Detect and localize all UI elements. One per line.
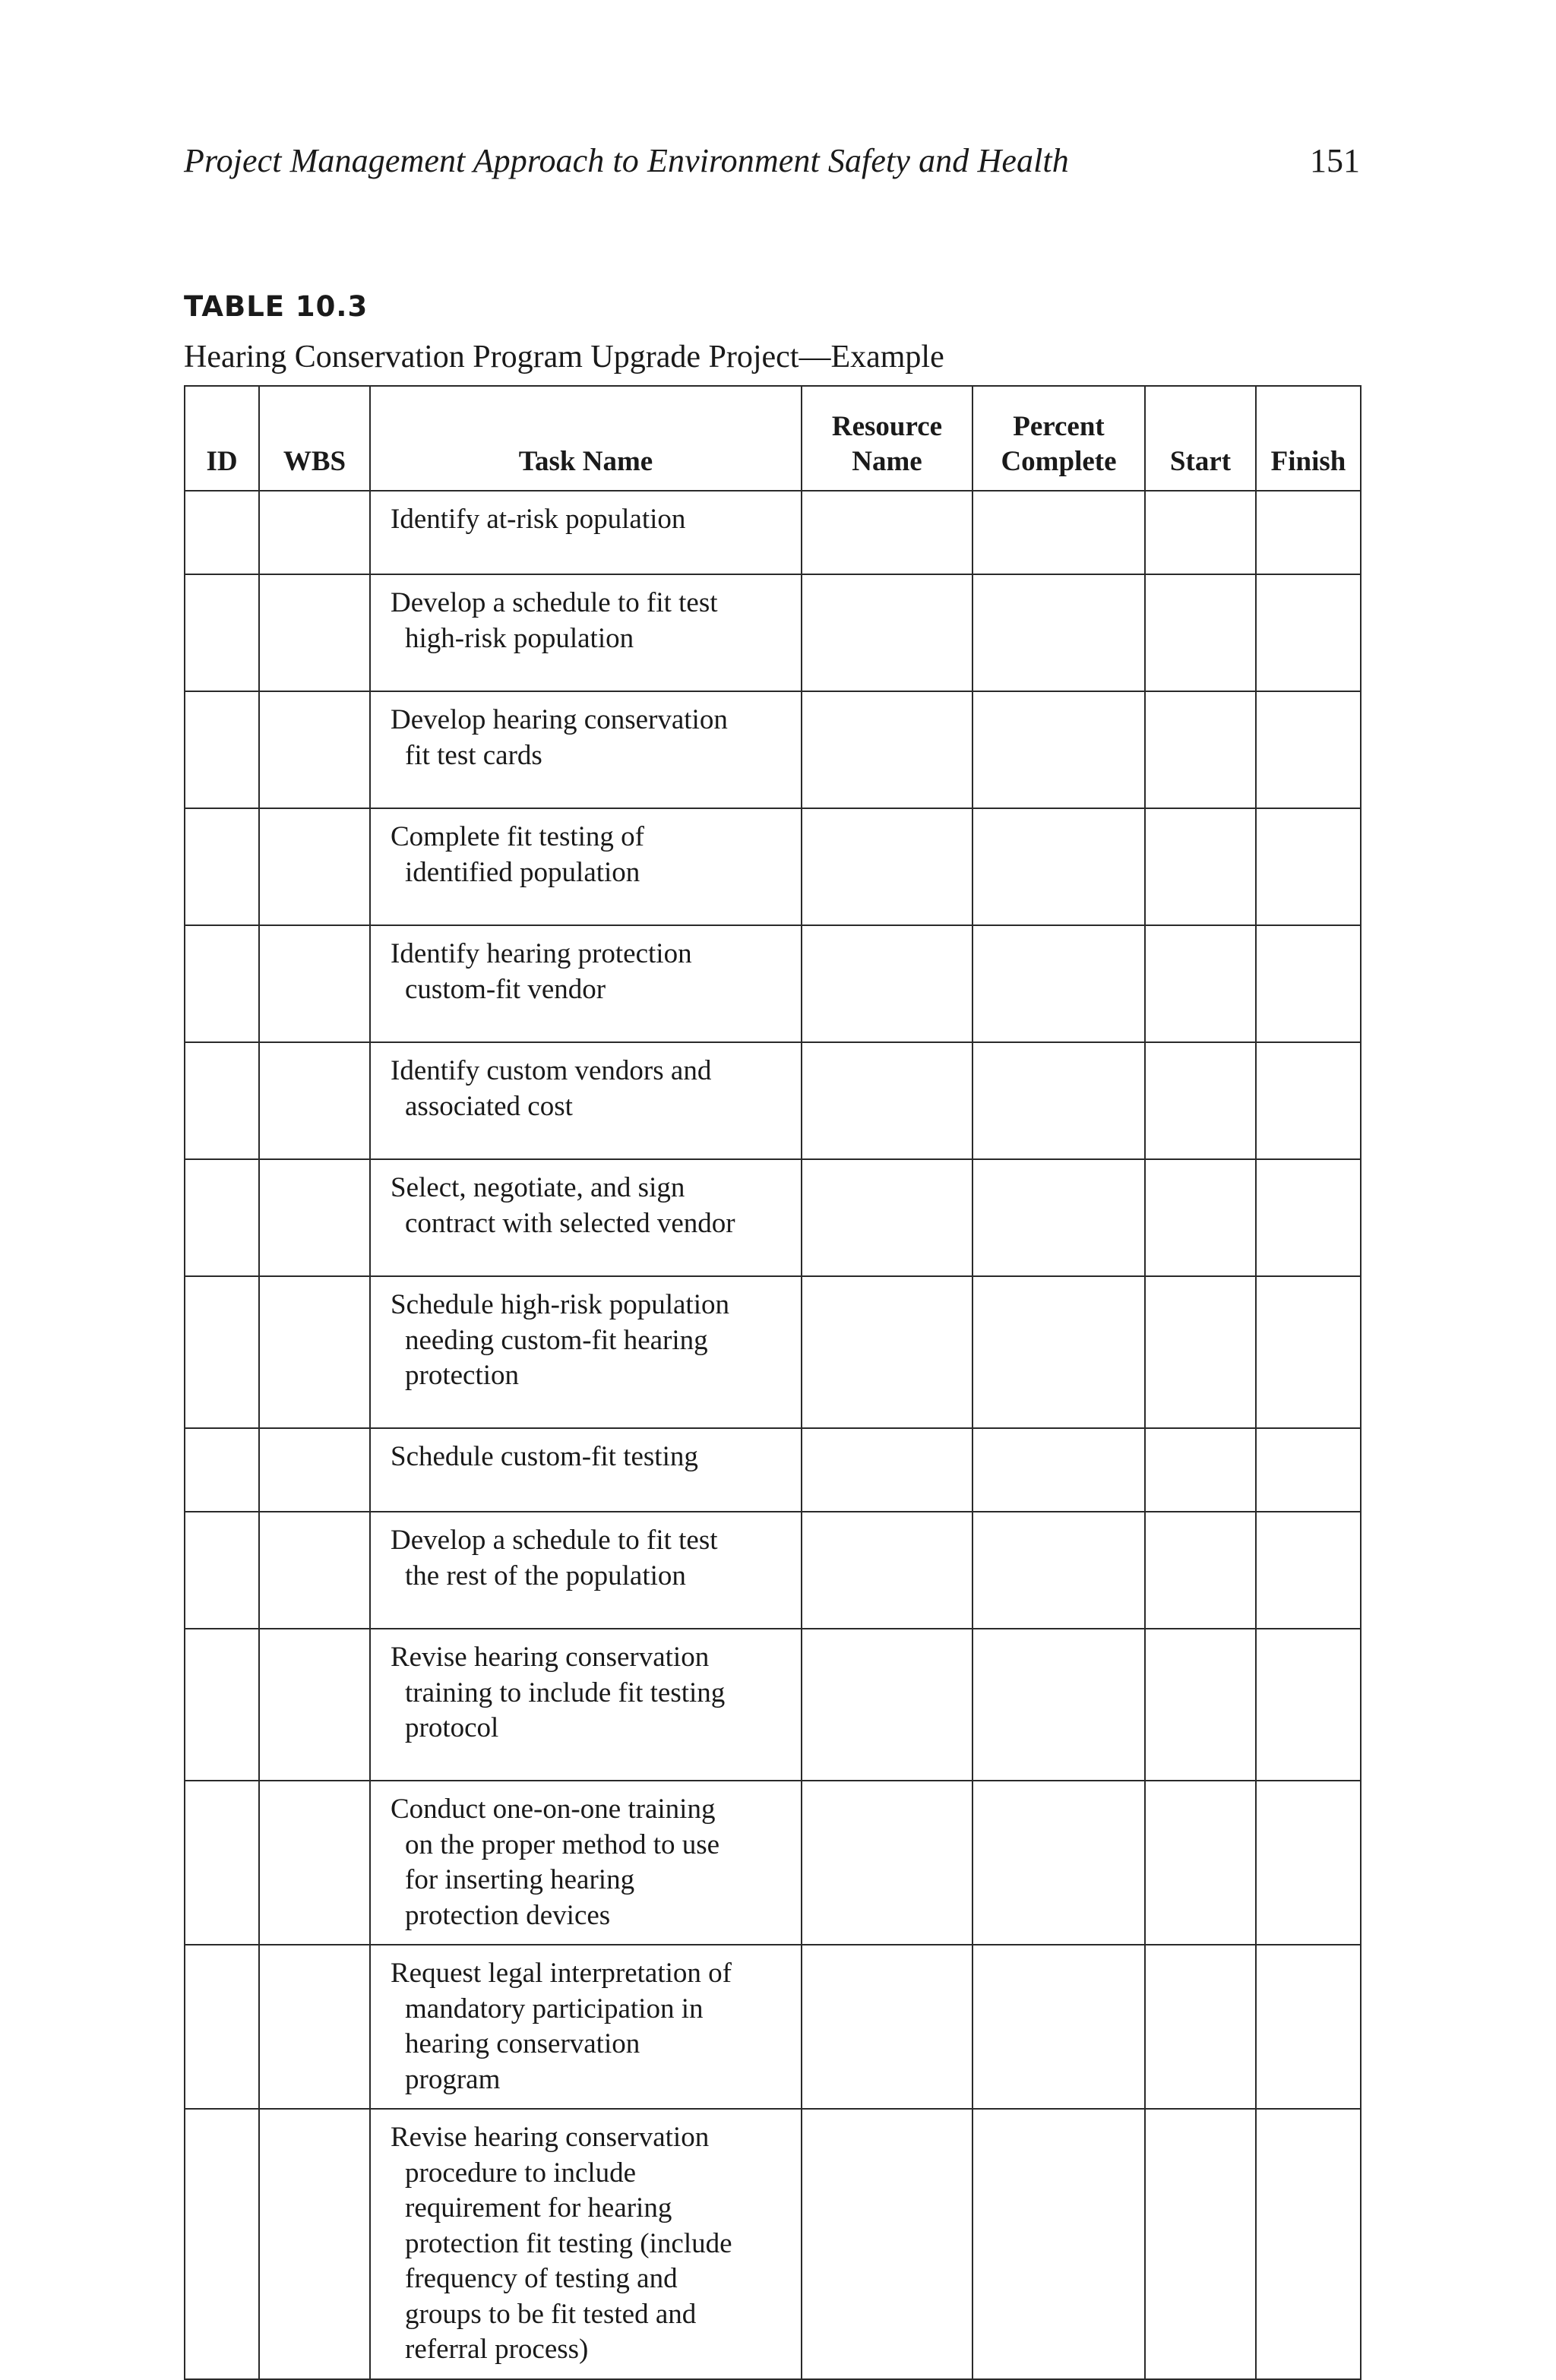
task-name-line: associated cost xyxy=(405,1090,573,1122)
table-row xyxy=(185,1276,1361,1428)
percent-cell xyxy=(972,1512,1145,1629)
finish-cell xyxy=(1256,1042,1361,1159)
id-cell xyxy=(185,1428,259,1512)
percent-cell xyxy=(972,691,1145,808)
header-resource-name xyxy=(802,386,972,491)
id-cell xyxy=(185,1042,259,1159)
start-cell xyxy=(1145,1781,1256,1945)
task-cell xyxy=(370,1945,802,2109)
task-name-line: Schedule custom-fit testing xyxy=(391,1441,698,1472)
task-name-line: hearing conservation xyxy=(405,2028,640,2059)
task-cell xyxy=(370,925,802,1042)
percent-cell xyxy=(972,1629,1145,1781)
id-cell xyxy=(185,1512,259,1629)
percent-cell xyxy=(972,925,1145,1042)
resource-cell xyxy=(802,691,972,808)
resource-cell xyxy=(802,1159,972,1276)
task-cell xyxy=(370,1629,802,1781)
table-row xyxy=(185,1042,1361,1159)
id-cell xyxy=(185,925,259,1042)
task-name-line: training to include fit testing xyxy=(405,1677,726,1708)
task-name-line: protocol xyxy=(405,1712,499,1743)
wbs-cell xyxy=(259,1512,370,1629)
table-row xyxy=(185,574,1361,691)
percent-cell xyxy=(972,1042,1145,1159)
percent-cell xyxy=(972,1781,1145,1945)
task-name-line: the rest of the population xyxy=(405,1560,686,1591)
start-cell xyxy=(1145,1428,1256,1512)
resource-cell xyxy=(802,1945,972,2109)
resource-cell xyxy=(802,491,972,574)
task-cell xyxy=(370,808,802,925)
start-cell xyxy=(1145,1042,1256,1159)
task-cell xyxy=(370,491,802,574)
wbs-cell xyxy=(259,1276,370,1428)
task-name-line: protection devices xyxy=(405,1899,611,1931)
page-number: 151 xyxy=(1310,142,1360,179)
table-row xyxy=(185,1781,1361,1945)
table-row xyxy=(185,925,1361,1042)
id-cell xyxy=(185,1781,259,1945)
resource-cell xyxy=(802,2109,972,2379)
task-cell xyxy=(370,1159,802,1276)
percent-cell xyxy=(972,1428,1145,1512)
finish-cell xyxy=(1256,925,1361,1042)
header-start: Start xyxy=(1145,386,1256,491)
task-name-line: for inserting hearing xyxy=(405,1864,635,1895)
header-wbs: WBS xyxy=(259,386,370,491)
task-table-body xyxy=(185,491,1361,2379)
finish-cell xyxy=(1256,1629,1361,1781)
task-name-line: identified population xyxy=(405,856,640,888)
table-row xyxy=(185,691,1361,808)
id-cell xyxy=(185,1945,259,2109)
percent-cell xyxy=(972,574,1145,691)
start-cell xyxy=(1145,491,1256,574)
finish-cell xyxy=(1256,574,1361,691)
finish-cell xyxy=(1256,1159,1361,1276)
id-cell xyxy=(185,691,259,808)
task-name-line: Develop a schedule to fit test xyxy=(391,1525,718,1556)
start-cell xyxy=(1145,808,1256,925)
task-name-line: referral process) xyxy=(405,2334,589,2365)
wbs-cell xyxy=(259,2109,370,2379)
start-cell xyxy=(1145,574,1256,691)
wbs-cell xyxy=(259,1945,370,2109)
resource-cell xyxy=(802,1276,972,1428)
header-resource-name-line: Resource xyxy=(831,411,943,442)
task-name-line: frequency of testing and xyxy=(405,2263,678,2294)
task-name-line: groups to be fit tested and xyxy=(405,2298,697,2330)
task-table xyxy=(184,385,1362,2380)
wbs-cell xyxy=(259,1428,370,1512)
table-row xyxy=(185,1428,1361,1512)
finish-cell xyxy=(1256,1276,1361,1428)
finish-cell xyxy=(1256,1428,1361,1512)
percent-cell xyxy=(972,2109,1145,2379)
task-cell xyxy=(370,574,802,691)
resource-cell xyxy=(802,1629,972,1781)
wbs-cell xyxy=(259,1629,370,1781)
resource-cell xyxy=(802,1512,972,1629)
task-name-line: Request legal interpretation of xyxy=(391,1958,732,1989)
header-id: ID xyxy=(185,386,259,491)
start-cell xyxy=(1145,1276,1256,1428)
header-row xyxy=(185,386,1361,491)
task-name-line: fit test cards xyxy=(405,739,542,771)
task-cell xyxy=(370,1512,802,1629)
task-cell xyxy=(370,2109,802,2379)
task-name-line: Identify at-risk population xyxy=(391,504,686,535)
finish-cell xyxy=(1256,1945,1361,2109)
resource-cell xyxy=(802,1428,972,1512)
id-cell xyxy=(185,1159,259,1276)
id-cell xyxy=(185,1629,259,1781)
header-resource-name-line: Name xyxy=(852,446,922,477)
task-name-line: protection xyxy=(405,1360,520,1391)
task-cell xyxy=(370,691,802,808)
finish-cell xyxy=(1256,1512,1361,1629)
table-row xyxy=(185,1512,1361,1629)
start-cell xyxy=(1145,1629,1256,1781)
task-name-line: contract with selected vendor xyxy=(405,1207,735,1239)
task-name-line: program xyxy=(405,2063,501,2095)
start-cell xyxy=(1145,1159,1256,1276)
table-row xyxy=(185,2109,1361,2379)
wbs-cell xyxy=(259,691,370,808)
task-name-line: Schedule high-risk population xyxy=(391,1289,729,1320)
start-cell xyxy=(1145,2109,1256,2379)
resource-cell xyxy=(802,925,972,1042)
header-percent-complete-line: Percent xyxy=(1013,411,1105,442)
id-cell xyxy=(185,491,259,574)
id-cell xyxy=(185,808,259,925)
header-percent-complete xyxy=(972,386,1145,491)
task-name-line: Identify custom vendors and xyxy=(391,1055,712,1086)
wbs-cell xyxy=(259,491,370,574)
task-name-line: protection fit testing (include xyxy=(405,2227,732,2259)
wbs-cell xyxy=(259,1042,370,1159)
task-name-line: mandatory participation in xyxy=(405,1993,704,2024)
resource-cell xyxy=(802,574,972,691)
start-cell xyxy=(1145,1945,1256,2109)
task-name-line: Conduct one-on-one training xyxy=(391,1794,716,1825)
table-row xyxy=(185,808,1361,925)
table-row xyxy=(185,491,1361,574)
id-cell xyxy=(185,574,259,691)
task-cell xyxy=(370,1428,802,1512)
wbs-cell xyxy=(259,574,370,691)
percent-cell xyxy=(972,1945,1145,2109)
finish-cell xyxy=(1256,1781,1361,1945)
task-name-line: Complete fit testing of xyxy=(391,821,644,852)
wbs-cell xyxy=(259,1159,370,1276)
start-cell xyxy=(1145,691,1256,808)
percent-cell xyxy=(972,491,1145,574)
task-cell xyxy=(370,1781,802,1945)
task-name-line: Revise hearing conservation xyxy=(391,1642,710,1673)
task-name-line: Develop hearing conservation xyxy=(391,704,728,735)
id-cell xyxy=(185,2109,259,2379)
table-row xyxy=(185,1945,1361,2109)
header-task-name: Task Name xyxy=(370,386,802,491)
percent-cell xyxy=(972,808,1145,925)
table-caption: Hearing Conservation Program Upgrade Project—Example xyxy=(184,340,944,375)
header-finish: Finish xyxy=(1256,386,1361,491)
finish-cell xyxy=(1256,691,1361,808)
table-label: TABLE 10.3 xyxy=(184,290,368,323)
task-name-line: on the proper method to use xyxy=(405,1828,720,1860)
task-name-line: Develop a schedule to fit test xyxy=(391,587,718,618)
task-name-line: custom-fit vendor xyxy=(405,973,606,1005)
resource-cell xyxy=(802,1781,972,1945)
percent-cell xyxy=(972,1159,1145,1276)
task-name-line: procedure to include xyxy=(405,2157,637,2189)
wbs-cell xyxy=(259,1781,370,1945)
wbs-cell xyxy=(259,808,370,925)
resource-cell xyxy=(802,808,972,925)
wbs-cell xyxy=(259,925,370,1042)
percent-cell xyxy=(972,1276,1145,1428)
resource-cell xyxy=(802,1042,972,1159)
table-row xyxy=(185,1629,1361,1781)
start-cell xyxy=(1145,1512,1256,1629)
header-percent-complete-line: Complete xyxy=(1001,446,1117,477)
finish-cell xyxy=(1256,2109,1361,2379)
finish-cell xyxy=(1256,491,1361,574)
task-name-line: needing custom-fit hearing xyxy=(405,1324,708,1356)
table-row xyxy=(185,1159,1361,1276)
task-name-line: high-risk population xyxy=(405,622,634,654)
task-name-line: Identify hearing protection xyxy=(391,938,692,969)
id-cell xyxy=(185,1276,259,1428)
task-cell xyxy=(370,1276,802,1428)
start-cell xyxy=(1145,925,1256,1042)
task-name-line: requirement for hearing xyxy=(405,2192,672,2224)
finish-cell xyxy=(1256,808,1361,925)
running-head: Project Management Approach to Environment Safety and Health xyxy=(184,142,1069,179)
task-cell xyxy=(370,1042,802,1159)
task-name-line: Revise hearing conservation xyxy=(391,2122,710,2153)
task-name-line: Select, negotiate, and sign xyxy=(391,1172,685,1203)
